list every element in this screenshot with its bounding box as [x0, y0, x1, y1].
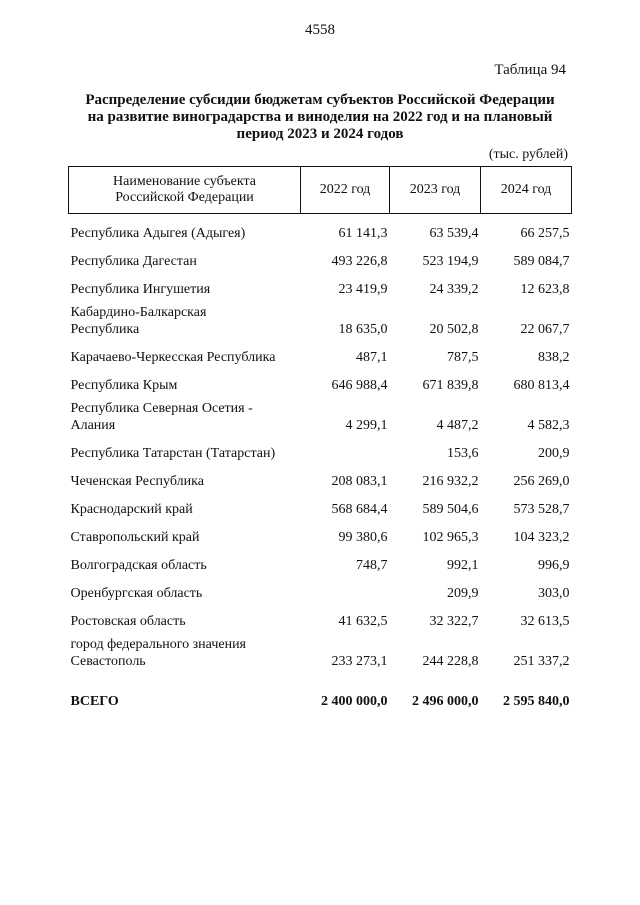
total-label: ВСЕГО: [70, 694, 119, 709]
value-cell-2022: 493 226,8: [331, 254, 388, 269]
value-cell-2022: 568 684,4: [331, 502, 388, 517]
value-cell-2024: 256 269,0: [513, 474, 570, 489]
value-cell-2023: 63 539,4: [429, 226, 479, 241]
title-line: период 2023 и 2024 годов: [236, 126, 404, 142]
title-line: на развитие виноградарства и виноделия на 2022 год и на плановый: [87, 109, 553, 125]
value-cell-2024: 303,0: [538, 586, 570, 601]
value-cell-2023: 153,6: [447, 446, 479, 461]
table-row: [69, 490, 572, 518]
subject-name-cell: [69, 574, 301, 602]
value-cell-2022: [301, 434, 390, 462]
table-number: Таблица 94: [494, 62, 566, 78]
subject-name-line: Ростовская область: [70, 614, 186, 629]
subject-name-cell: [69, 490, 301, 518]
value-cell-2024: 200,9: [538, 446, 570, 461]
table-row: [69, 518, 572, 546]
value-cell-2023: 589 504,6: [422, 502, 479, 517]
subject-name-line: Краснодарский край: [70, 502, 193, 517]
value-cell-2022: [301, 574, 390, 602]
subject-name-line: Карачаево-Черкесская Республика: [70, 350, 276, 365]
header-subject-line2: Российской Федерации: [115, 190, 254, 205]
value-cell-2024: 66 257,5: [520, 226, 570, 241]
table-row: [69, 338, 572, 366]
value-cell-2023: 671 839,8: [422, 378, 479, 393]
subject-name-cell: [69, 630, 301, 670]
table-row: [69, 546, 572, 574]
total-value-2022: 2 400 000,0: [321, 694, 388, 709]
header-2023: 2023 год: [390, 167, 481, 214]
value-cell-2024: 22 067,7: [520, 322, 570, 337]
title-line: Распределение субсидии бюджетам субъектов Российской Федерации: [85, 92, 555, 108]
value-cell-2023: 216 932,2: [422, 474, 479, 489]
value-cell-2023: 102 965,3: [422, 530, 479, 545]
value-cell-2023: 244 228,8: [422, 654, 479, 669]
value-cell-2022: 99 380,6: [338, 530, 388, 545]
value-cell-2024: 573 528,7: [513, 502, 570, 517]
table-row: [69, 434, 572, 462]
subject-name-line: Ставропольский край: [70, 530, 200, 545]
subject-name-line: Республика: [70, 322, 140, 337]
table-body: [69, 214, 572, 711]
spacer-row: [69, 670, 572, 680]
total-value-2024: 2 595 840,0: [503, 694, 570, 709]
value-cell-2023: 523 194,9: [422, 254, 479, 269]
value-cell-2022: 61 141,3: [338, 226, 388, 241]
value-cell-2022: 646 988,4: [331, 378, 388, 393]
value-cell-2024: 251 337,2: [513, 654, 570, 669]
table-row: [69, 270, 572, 298]
value-cell-2022: 4 299,1: [345, 418, 388, 433]
value-cell-2022: 208 083,1: [331, 474, 388, 489]
table-row: [69, 298, 572, 338]
total-value-2023: 2 496 000,0: [412, 694, 479, 709]
value-cell-2023: 20 502,8: [429, 322, 479, 337]
table-row: [69, 366, 572, 394]
total-row: [69, 680, 572, 710]
value-cell-2022: 41 632,5: [338, 614, 388, 629]
document-title: [60, 92, 580, 143]
subject-name-line: город федерального значения: [70, 637, 246, 652]
table-row: [69, 214, 572, 243]
value-cell-2022: 748,7: [356, 558, 388, 573]
table-row: [69, 630, 572, 670]
table-row: [69, 602, 572, 630]
table-row: [69, 242, 572, 270]
subject-name-line: Республика Крым: [70, 378, 178, 393]
table-row: [69, 574, 572, 602]
subject-name-cell: [69, 434, 301, 462]
subject-name-cell: [69, 214, 301, 243]
value-cell-2024: 680 813,4: [513, 378, 570, 393]
table-row: [69, 394, 572, 434]
subject-name-line: Кабардино-Балкарская: [70, 305, 207, 320]
value-cell-2024: 996,9: [538, 558, 570, 573]
subject-name-line: Чеченская Республика: [70, 474, 204, 489]
header-2024: 2024 год: [481, 167, 572, 214]
page-number: 4558: [305, 22, 335, 38]
subject-name-cell: [69, 394, 301, 434]
value-cell-2023: 209,9: [447, 586, 479, 601]
subsidy-table: [68, 166, 572, 710]
subject-name-cell: [69, 518, 301, 546]
subject-name-line: Волгоградская область: [70, 558, 207, 573]
table-row: [69, 462, 572, 490]
value-cell-2023: 4 487,2: [436, 418, 479, 433]
units-label: (тыс. рублей): [488, 147, 568, 162]
subject-name-cell: [69, 338, 301, 366]
value-cell-2022: 487,1: [356, 350, 388, 365]
subject-name-line: Республика Адыгея (Адыгея): [70, 226, 246, 241]
value-cell-2022: 233 273,1: [331, 654, 388, 669]
value-cell-2023: 32 322,7: [429, 614, 479, 629]
header-subject-name: [69, 167, 301, 214]
value-cell-2022: 23 419,9: [338, 282, 388, 297]
value-cell-2024: 4 582,3: [527, 418, 570, 433]
subject-name-cell: [69, 602, 301, 630]
subject-name-line: Республика Северная Осетия -: [70, 401, 253, 416]
subject-name-line: Севастополь: [70, 654, 146, 669]
value-cell-2023: 787,5: [447, 350, 479, 365]
subject-name-cell: [69, 298, 301, 338]
subject-name-line: Республика Дагестан: [70, 254, 197, 269]
header-2022: 2022 год: [301, 167, 390, 214]
subject-name-cell: [69, 546, 301, 574]
subject-name-line: Республика Татарстан (Татарстан): [70, 446, 276, 461]
value-cell-2024: 32 613,5: [520, 614, 570, 629]
value-cell-2024: 12 623,8: [520, 282, 570, 297]
subject-name-cell: [69, 270, 301, 298]
value-cell-2024: 838,2: [538, 350, 570, 365]
value-cell-2023: 992,1: [447, 558, 479, 573]
value-cell-2024: 104 323,2: [513, 530, 570, 545]
subject-name-line: Оренбургская область: [70, 586, 203, 601]
header-subject-line1: Наименование субъекта: [113, 174, 256, 189]
value-cell-2023: 24 339,2: [429, 282, 479, 297]
value-cell-2024: 589 084,7: [513, 254, 570, 269]
subject-name-cell: [69, 242, 301, 270]
subject-name-line: Республика Ингушетия: [70, 282, 211, 297]
subject-name-cell: [69, 366, 301, 394]
table-header-row: [69, 167, 572, 214]
subject-name-cell: [69, 462, 301, 490]
subject-name-line: Алания: [70, 418, 116, 433]
value-cell-2022: 18 635,0: [338, 322, 388, 337]
